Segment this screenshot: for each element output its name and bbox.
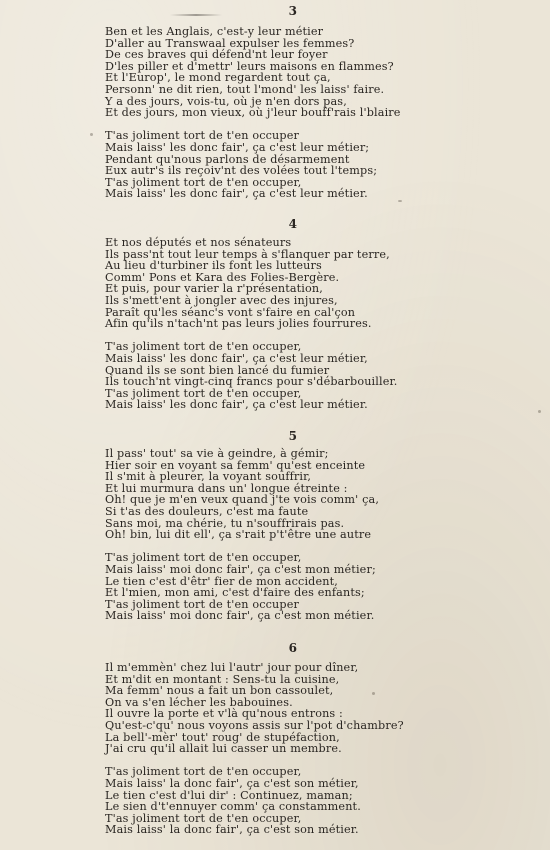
verse-line: Hier soir en voyant sa femm' qu'est enceinte [105,458,366,472]
refrain-line: T'as joliment tort de t'en occuper, [105,551,302,565]
refrain-line: T'as joliment tort de t'en occuper, [105,811,302,825]
stanza-number: 6 [288,641,298,655]
refrain-line: Eux autr's ils reçoiv'nt des volées tout l'temps; [105,164,378,178]
refrain-line: Mais laiss' les donc fair', ça c'est leur métier; [105,140,370,154]
refrain-line: T'as joliment tort de t'en occuper, [105,175,302,189]
refrain-line: Mais laiss' la donc fair', ça c'est son métier. [105,823,359,837]
verse-line: Et m'dit en montant : Sens-tu la cuisine, [105,672,340,686]
verse-line: Comm' Pons et Kara des Folies-Bergère. [105,270,340,284]
refrain-line: Mais laiss' les donc fair', ça c'est leur métier. [105,187,368,201]
stanza-5 [105,448,545,622]
refrain-line: Le tien c'est d'êtr' fier de mon accident, [105,574,338,588]
verse-line: Personn' ne dit rien, tout l'mond' les laiss' faire. [105,82,385,96]
verse-line: Et nos députés et nos sénateurs [105,236,292,249]
verse-line: Paraît qu'les séanc's vont s'faire en cal'çon [105,305,356,319]
stanza-3 [105,26,545,200]
refrain-line: T'as joliment tort de t'en occuper [105,597,299,611]
verse-line: Oh! que je m'en veux quand j'te vois comm' ça, [105,493,380,507]
refrain-line: Quand ils se sont bien lancé du fumier [105,363,330,377]
verse-line: La bell'-mèr' tout' roug' de stupéfaction, [105,730,340,744]
verse-line: Afin qu'ils n'tach'nt pas leurs jolies fourrures. [105,317,372,331]
paper-speck [372,692,375,695]
verse-line: Et des jours, mon vieux, où j'leur bouff'rais l'blaire [105,106,401,120]
refrain-line: T'as joliment tort de t'en occuper, [105,386,302,400]
refrain-line: T'as joliment tort de t'en occuper, [105,765,302,779]
verse-line: Ben et les Anglais, c'est-y leur métier [105,25,324,38]
refrain-line: Mais laiss' les donc fair', ça c'est leur métier, [105,351,368,365]
verse-line: On va s'en lécher les babouines. [105,695,293,709]
verse-line: Si t'as des douleurs, c'est ma faute [105,504,309,518]
paper-speck [538,410,541,413]
refrain-line: Le sien d't'ennuyer comm' ça constamment. [105,800,361,814]
paper-speck [90,133,93,136]
verse-line: Et puis, pour varier la r'présentation, [105,282,323,296]
verse-line: D'les piller et d'mettr' leurs maisons en flammes? [105,59,394,73]
stanza-6 [105,662,545,836]
refrain-line: Mais laiss' moi donc fair', ça c'est mon métier; [105,562,376,576]
verse-line: Qu'est-c'qu' nous voyons assis sur l'pot d'chambre? [105,718,404,732]
verse-line: D'aller au Transwaal expulser les femmes? [105,36,355,50]
verse-line: Ils s'mett'ent à jongler avec des injures, [105,293,338,307]
refrain-line: T'as joliment tort de t'en occuper, [105,340,302,354]
verse-line: Il pass' tout' sa vie à geindre, à gémir; [105,447,329,460]
verse-line: De ces braves qui défend'nt leur foyer [105,48,328,62]
verse-line: Y a des jours, vois-tu, où je n'en dors pas, [105,94,347,108]
stanza-number: 4 [288,217,298,231]
verse-line: Ma femm' nous a fait un bon cassoulet, [105,684,334,698]
verse-line: Il s'mit à pleurer, la voyant souffrir, [105,470,312,484]
verse-line: Il ouvre la porte et v'là qu'nous entrons : [105,707,343,721]
refrain-line: Mais laiss' la donc fair', ça c'est son métier, [105,776,359,790]
refrain-line: Mais laiss' les donc fair', ça c'est leur métier. [105,398,368,412]
verse-line: Sans moi, ma chérie, tu n'souffrirais pas. [105,516,345,530]
refrain-line: Mais laiss' moi donc fair', ça c'est mon métier. [105,609,375,623]
paper-speck [398,200,402,202]
verse-line: Ils pass'nt tout leur temps à s'flanquer par terre, [105,247,390,261]
verse-line: Oh! bin, lui dit ell', ça s'rait p't'être une autre [105,528,372,542]
refrain-line: Le tien c'est d'lui dir' : Continuez, maman; [105,788,353,802]
verse-line: Et lui murmura dans un' longue étreinte : [105,481,348,495]
refrain-line: T'as joliment tort de t'en occuper [105,129,299,143]
refrain-line: Pendant qu'nous parlons de désarmement [105,152,350,166]
stanza-4 [105,237,545,411]
verse-line: J'ai cru qu'il allait lui casser un membre. [105,742,342,756]
verse-line: Au lieu d'turbiner ils font les lutteurs [105,259,322,273]
verse-line: Il m'emmèn' chez lui l'autr' jour pour dîner, [105,661,359,674]
verse-line: Et l'Europ', le mond regardent tout ça, [105,71,331,85]
refrain-line: Et l'mien, mon ami, c'est d'faire des enfants; [105,586,365,600]
stanza-number: 3 [288,4,298,18]
refrain-line: Ils touch'nt vingt-cinq francs pour s'débarbouiller. [105,375,398,389]
stanza-number: 5 [288,429,298,443]
